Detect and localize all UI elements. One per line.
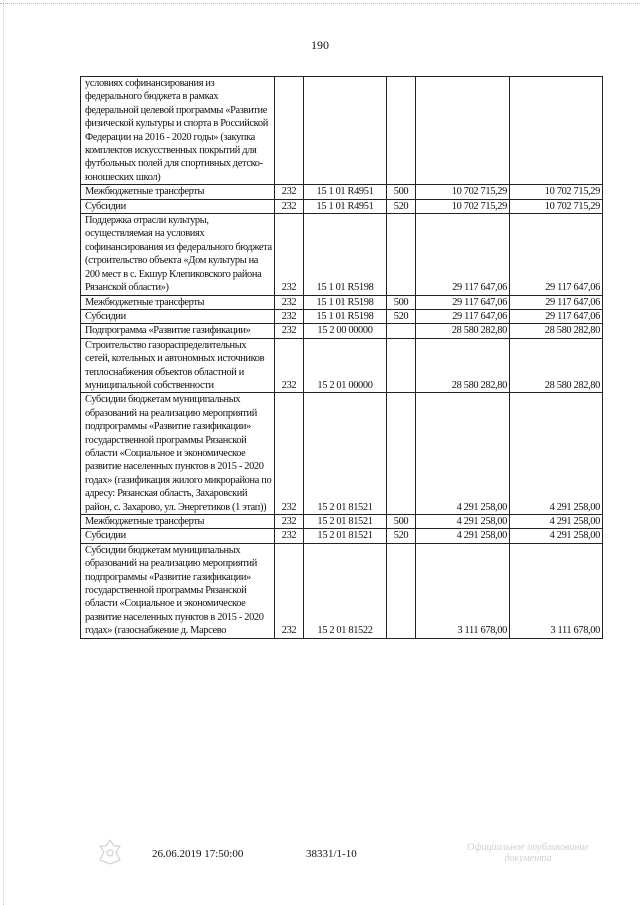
row-csr: 15 1 01 R5198 bbox=[304, 309, 387, 323]
row-sum-1: 29 117 647,06 bbox=[416, 309, 510, 323]
row-type: 520 bbox=[387, 199, 416, 213]
table-row bbox=[81, 529, 603, 543]
row-sum-2: 29 117 647,06 bbox=[510, 295, 603, 309]
table-row bbox=[81, 77, 603, 185]
row-ved: 232 bbox=[275, 338, 304, 393]
row-type bbox=[387, 77, 416, 185]
row-sum-2: 10 702 715,29 bbox=[510, 199, 603, 213]
row-type: 500 bbox=[387, 295, 416, 309]
row-ved: 232 bbox=[275, 214, 304, 295]
table-row bbox=[81, 309, 603, 323]
row-csr: 15 1 01 R5198 bbox=[304, 214, 387, 295]
row-name: Межбюджетные трансферты bbox=[81, 295, 275, 309]
table-row bbox=[81, 214, 603, 295]
row-sum-2: 28 580 282,80 bbox=[510, 338, 603, 393]
row-ved: 232 bbox=[275, 515, 304, 529]
row-name: Межбюджетные трансферты bbox=[81, 185, 275, 199]
row-sum-1 bbox=[416, 77, 510, 185]
row-sum-2: 29 117 647,06 bbox=[510, 214, 603, 295]
row-sum-2: 29 117 647,06 bbox=[510, 309, 603, 323]
coat-of-arms-emblem-icon bbox=[96, 838, 124, 866]
row-sum-1: 3 111 678,00 bbox=[416, 543, 510, 638]
row-sum-1: 29 117 647,06 bbox=[416, 214, 510, 295]
row-sum-2 bbox=[510, 77, 603, 185]
table-row bbox=[81, 543, 603, 638]
row-sum-1: 28 580 282,80 bbox=[416, 324, 510, 338]
page-number: 190 bbox=[311, 38, 329, 52]
row-type bbox=[387, 393, 416, 515]
row-type: 520 bbox=[387, 529, 416, 543]
row-ved: 232 bbox=[275, 185, 304, 199]
row-sum-1: 10 702 715,29 bbox=[416, 199, 510, 213]
row-name: Субсидии bbox=[81, 199, 275, 213]
row-name: Поддержка отрасли культуры, осуществляемая на условиях софинансирования из федерального бюджета (строительство объекта «Дом культуры на 200 мест в с. Екшур Клепиковского района Рязанской области») bbox=[81, 214, 275, 295]
row-csr: 15 2 01 81522 bbox=[304, 543, 387, 638]
row-name: Строительство газораспределительных сетей, котельных и автономных источников теплоснабжения объектов областной и муниципальной собственности bbox=[81, 338, 275, 393]
row-ved: 232 bbox=[275, 309, 304, 323]
row-sum-1: 29 117 647,06 bbox=[416, 295, 510, 309]
row-name: Межбюджетные трансферты bbox=[81, 515, 275, 529]
row-name: Субсидии бюджетам муниципальных образований на реализацию мероприятий подпрограммы «Развитие газификации» государственной программы Рязанской области «Социальное и экономическое развитие населенных пунктов в 2015 - 2020 годах» (газификация жилого микрорайона по адресу: Рязанская область, Захаровский район, с. Захарово, ул. Энергетиков (1 этап)) bbox=[81, 393, 275, 515]
table-row bbox=[81, 393, 603, 515]
row-name: Субсидии бюджетам муниципальных образований на реализацию мероприятий подпрограммы «Развитие газификации» государственной программы Рязанской области «Социальное и экономическое развитие населенных пунктов в 2015 - 2020 годах» (газоснабжение д. Марсево bbox=[81, 543, 275, 638]
row-csr: 15 1 01 R5198 bbox=[304, 295, 387, 309]
row-csr bbox=[304, 77, 387, 185]
row-sum-2: 3 111 678,00 bbox=[510, 543, 603, 638]
row-name: Подпрограмма «Развитие газификации» bbox=[81, 324, 275, 338]
table-row bbox=[81, 199, 603, 213]
row-sum-1: 28 580 282,80 bbox=[416, 338, 510, 393]
table-row bbox=[81, 338, 603, 393]
row-sum-2: 4 291 258,00 bbox=[510, 515, 603, 529]
table-row bbox=[81, 185, 603, 199]
row-csr: 15 2 01 81521 bbox=[304, 393, 387, 515]
row-name: Субсидии bbox=[81, 309, 275, 323]
row-sum-1: 4 291 258,00 bbox=[416, 515, 510, 529]
row-ved: 232 bbox=[275, 393, 304, 515]
row-type: 500 bbox=[387, 515, 416, 529]
row-type: 500 bbox=[387, 185, 416, 199]
row-sum-1: 10 702 715,29 bbox=[416, 185, 510, 199]
left-border-line bbox=[3, 0, 4, 905]
publication-watermark: Официальное опубликование документа bbox=[467, 842, 589, 864]
row-name: условиях софинансирования из федерального бюджета в рамках федеральной целевой программы «Развитие физической культуры и спорта в Российской Федерации на 2016 - 2020 годы» (закупка комплектов искусственных покрытий для футбольных полей для спортивных детско-юношеских школ) bbox=[81, 77, 275, 185]
top-border-line bbox=[0, 3, 640, 4]
table-row bbox=[81, 295, 603, 309]
row-csr: 15 2 01 81521 bbox=[304, 529, 387, 543]
budget-table bbox=[80, 76, 603, 639]
row-type bbox=[387, 214, 416, 295]
row-csr: 15 2 01 00000 bbox=[304, 338, 387, 393]
row-ved: 232 bbox=[275, 295, 304, 309]
row-name: Субсидии bbox=[81, 529, 275, 543]
row-sum-2: 4 291 258,00 bbox=[510, 529, 603, 543]
table-row bbox=[81, 324, 603, 338]
row-ved: 232 bbox=[275, 529, 304, 543]
row-csr: 15 1 01 R4951 bbox=[304, 199, 387, 213]
row-sum-1: 4 291 258,00 bbox=[416, 393, 510, 515]
row-type bbox=[387, 324, 416, 338]
row-ved: 232 bbox=[275, 324, 304, 338]
footer-document-number: 38331/1-10 bbox=[306, 848, 357, 860]
row-sum-2: 10 702 715,29 bbox=[510, 185, 603, 199]
row-ved bbox=[275, 77, 304, 185]
row-csr: 15 2 00 00000 bbox=[304, 324, 387, 338]
row-type: 520 bbox=[387, 309, 416, 323]
row-sum-1: 4 291 258,00 bbox=[416, 529, 510, 543]
row-csr: 15 1 01 R4951 bbox=[304, 185, 387, 199]
footer-date: 26.06.2019 17:50:00 bbox=[152, 848, 244, 860]
row-csr: 15 2 01 81521 bbox=[304, 515, 387, 529]
row-ved: 232 bbox=[275, 199, 304, 213]
table-row bbox=[81, 515, 603, 529]
row-sum-2: 4 291 258,00 bbox=[510, 393, 603, 515]
row-sum-2: 28 580 282,80 bbox=[510, 324, 603, 338]
row-type bbox=[387, 338, 416, 393]
row-type bbox=[387, 543, 416, 638]
row-ved: 232 bbox=[275, 543, 304, 638]
